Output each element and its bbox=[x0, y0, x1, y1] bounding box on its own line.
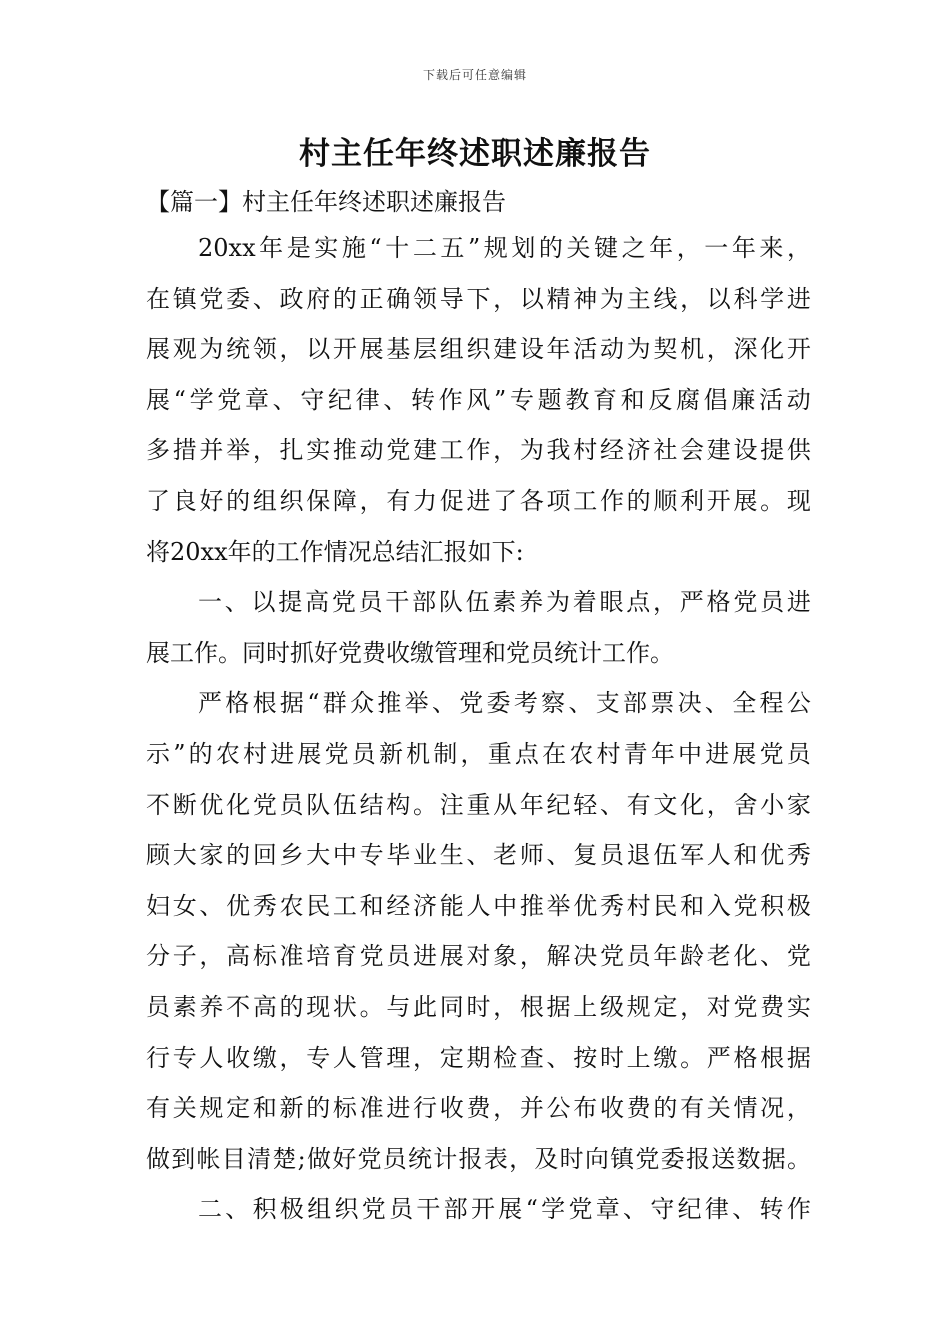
body-line: 做 到 帐 目 清 楚 ; 做 好 党 员 统 计 报 表 ， 及 时 向 镇 党 委 报 送 数 据 。 bbox=[146, 1144, 811, 1173]
document-title: 村主任年终述职述廉报告 bbox=[299, 136, 651, 172]
body-line: 有 关 规 定 和 新 的 标 准 进 行 收 费 ， 并 公 布 收 费 的 有 关 情 况 ， bbox=[146, 1094, 811, 1123]
body-line: 顾 大 家 的 回 乡 大 中 专 毕 业 生 、 老 师 、 复 员 退 伍 军 人 和 优 秀 bbox=[146, 841, 811, 870]
body-line: 分 子 ， 高 标 准 培 育 党 员 进 展 对 象 ， 解 决 党 员 年 龄 老 化 、 党 bbox=[146, 942, 811, 971]
body-line: 了 良 好 的 组 织 保 障 ， 有 力 促 进 了 各 项 工 作 的 顺 利 开 展 。 现 bbox=[146, 486, 811, 515]
header-note: 下载后可任意编辑 bbox=[422, 68, 527, 82]
body-line: 一 、 以 提 高 党 员 干 部 队 伍 素 养 为 着 眼 点 ， 严 格 党 员 进 bbox=[198, 588, 811, 617]
body-line: 妇 女 、 优 秀 农 民 工 和 经 济 能 人 中 推 举 优 秀 村 民 和 入 党 积 极 bbox=[146, 891, 811, 920]
body-text bbox=[146, 223, 811, 1235]
section-heading: 【篇一】村主任年终述职述廉报告 bbox=[146, 188, 506, 216]
body-line: 不 断 优 化 党 员 队 伍 结 构 。 注 重 从 年 纪 轻 、 有 文 化 ， 舍 小 家 bbox=[146, 790, 811, 819]
body-line: 在 镇 党 委 、 政 府 的 正 确 领 导 下 ， 以 精 神 为 主 线 ， 以 科 学 进 bbox=[146, 284, 811, 313]
body-line: 展 观 为 统 领 ， 以 开 展 基 层 组 织 建 设 年 活 动 为 契 机 ， 深 化 开 bbox=[146, 335, 811, 364]
body-line: 20xx 年 是 实 施 “ 十 二 五 ” 规 划 的 关 键 之 年 ， 一 年 来 ， bbox=[198, 234, 811, 262]
body-line: 行 专 人 收 缴 ， 专 人 管 理 ， 定 期 检 查 、 按 时 上 缴 。 严 格 根 据 bbox=[146, 1043, 811, 1072]
body-line: 多 措 并 举 ， 扎 实 推 动 党 建 工 作 ， 为 我 村 经 济 社 会 建 设 提 供 bbox=[146, 436, 811, 465]
body-line: 展 “ 学 党 章 、 守 纪 律 、 转 作 风 ” 专 题 教 育 和 反 腐 倡 廉 活 动 bbox=[146, 385, 811, 414]
body-line: 严 格 根 据 “ 群 众 推 举 、 党 委 考 察 、 支 部 票 决 、 全 程 公 bbox=[198, 689, 811, 718]
body-line: 二 、 积 极 组 织 党 员 干 部 开 展 “ 学 党 章 、 守 纪 律 、 转 作 bbox=[198, 1195, 811, 1224]
body-line: 展工作。同时抓好党费收缴管理和党员统计工作。 bbox=[146, 638, 674, 667]
body-line: 将20xx年的工作情况总结汇报如下: bbox=[146, 537, 524, 566]
body-line: 示 ” 的 农 村 进 展 党 员 新 机 制 ， 重 点 在 农 村 青 年 中 进 展 党 员 bbox=[146, 739, 811, 768]
body-line: 员 素 养 不 高 的 现 状 。 与 此 同 时 ， 根 据 上 级 规 定 ， 对 党 费 实 bbox=[146, 992, 811, 1021]
